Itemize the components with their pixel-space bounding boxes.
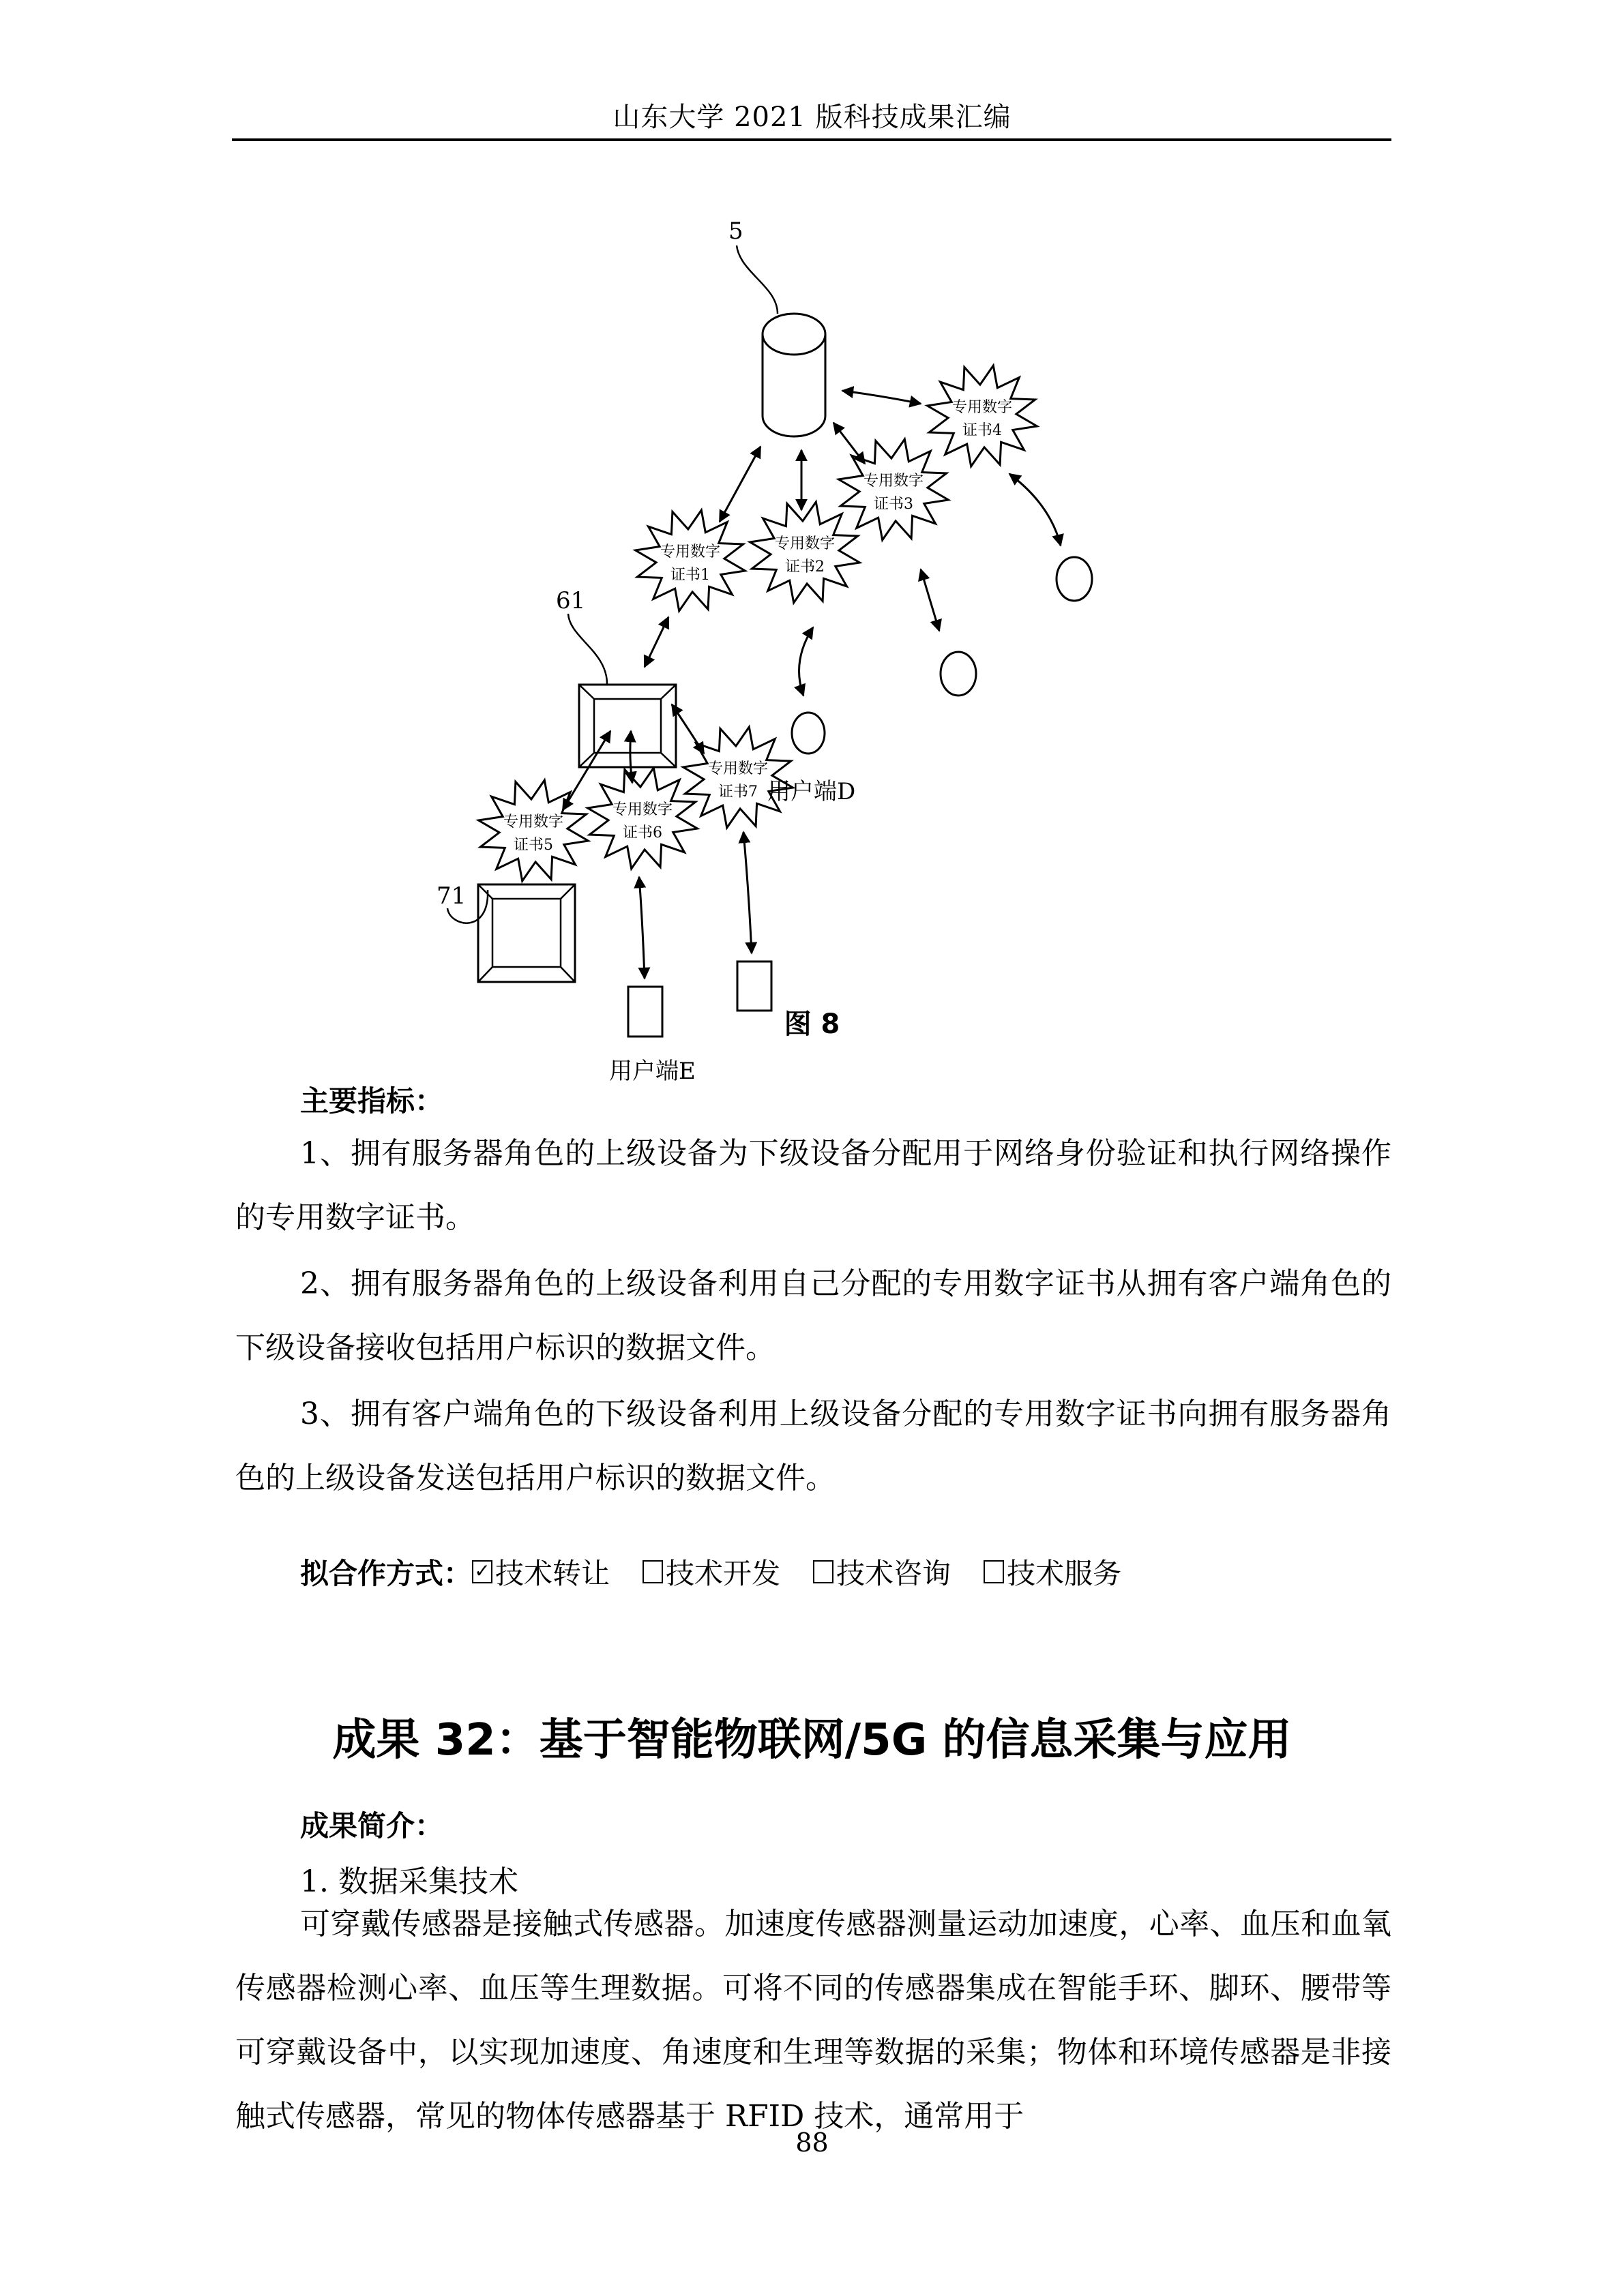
arrow-server-cert4 bbox=[842, 391, 921, 404]
cooperation-option-service[interactable] bbox=[984, 1551, 1121, 1592]
result-intro-label: 成果简介： bbox=[300, 1809, 444, 1843]
running-header-title: 山东大学 2021 版科技成果汇编 bbox=[612, 102, 1012, 133]
starburst-shape bbox=[636, 510, 745, 611]
indicators-label: 主要指标： bbox=[300, 1084, 444, 1118]
indicator-item-3: 3、拥有客户端角色的下级设备利用上级设备分配的专用数字证书向拥有服务器角色的上级设备发送包括用户标识的数据文件。 bbox=[235, 1397, 1391, 1495]
arrow-server-cert1 bbox=[720, 447, 761, 522]
leader-line-5 bbox=[737, 245, 778, 314]
figure-caption: 图 8 bbox=[784, 1009, 840, 1040]
arrow-cert7-client bbox=[743, 832, 752, 953]
page-number: 88 bbox=[795, 2128, 829, 2158]
option-label: 技术咨询 bbox=[836, 1557, 951, 1590]
option-label: 技术转让 bbox=[495, 1557, 610, 1590]
subsection-heading: 1. 数据采集技术 bbox=[300, 1864, 518, 1899]
arrow-cert2-client-d bbox=[799, 627, 813, 696]
server-cylinder-icon bbox=[763, 314, 825, 436]
checkbox-checked-icon[interactable]: ✓ bbox=[472, 1560, 492, 1583]
certificate-label-line1: 专用数字 bbox=[707, 760, 769, 777]
result-paragraph: 可穿戴传感器是接触式传感器。加速度传感器测量运动加速度，心率、血压和血氧传感器检测心率、血压等生理数据。可将不同的传感器集成在智能手环、脚环、腰带等可穿戴设备中，以实现加速度、角速度和生理等数据的采集；物体和环境传感器是非接触式传感器，常见的物体传感器基于 RFID 技术，通常用于 bbox=[235, 1907, 1391, 2134]
certificate-label-line1: 专用数字 bbox=[863, 473, 924, 490]
label-device-61: 61 bbox=[556, 587, 586, 614]
checkbox-unchecked-icon[interactable] bbox=[813, 1560, 833, 1583]
certificate-label-line2: 证书3 bbox=[874, 496, 913, 513]
checkbox-unchecked-icon[interactable] bbox=[984, 1560, 1004, 1583]
certificate-starburst-1 bbox=[636, 510, 745, 611]
client-d-circle-icon bbox=[792, 713, 825, 754]
cooperation-label: 拟合作方式： bbox=[300, 1557, 473, 1590]
arrow-cert1-device61 bbox=[645, 617, 668, 667]
certificate-label-line2: 证书4 bbox=[962, 422, 1002, 439]
monitor-61-icon bbox=[579, 685, 676, 767]
certificate-starburst-6 bbox=[588, 768, 698, 869]
label-device-71: 71 bbox=[437, 882, 467, 910]
client-circle-icon bbox=[941, 652, 976, 696]
certificate-label-line2: 证书1 bbox=[670, 567, 710, 584]
starburst-shape bbox=[683, 727, 793, 828]
certificate-starburst-3 bbox=[839, 439, 949, 540]
certificate-label-line2: 证书5 bbox=[514, 837, 553, 854]
certificate-label-line1: 专用数字 bbox=[951, 399, 1013, 416]
certificate-label-line2: 证书2 bbox=[785, 558, 825, 576]
certificate-label-line2: 证书7 bbox=[718, 784, 758, 801]
result-title: 成果 32：基于智能物联网/5G 的信息采集与应用 bbox=[332, 1715, 1292, 1765]
cooperation-option-development[interactable] bbox=[643, 1551, 780, 1592]
arrow-cert3-client bbox=[921, 569, 939, 631]
certificate-starburst-4 bbox=[928, 366, 1037, 466]
arrow-cert6-client-e bbox=[639, 877, 645, 979]
label-client-e: 用户端E bbox=[609, 1058, 696, 1085]
certificate-starburst-2 bbox=[750, 502, 860, 603]
indicator-item-1: 1、拥有服务器角色的上级设备为下级设备分配用于网络身份验证和执行网络操作的专用数字证书。 bbox=[235, 1136, 1391, 1235]
label-client-d: 用户端D bbox=[767, 778, 856, 805]
starburst-shape bbox=[588, 768, 698, 869]
option-label: 技术服务 bbox=[1007, 1557, 1122, 1590]
arrow-server-cert3 bbox=[833, 423, 865, 464]
certificate-starburst-7 bbox=[683, 727, 793, 828]
label-server-5: 5 bbox=[728, 218, 743, 245]
certificate-label-line1: 专用数字 bbox=[503, 814, 564, 831]
cooperation-option-consulting[interactable] bbox=[813, 1551, 951, 1592]
indicator-item-2: 2、拥有服务器角色的上级设备利用自己分配的专用数字证书从拥有客户端角色的下级设备接收包括用户标识的数据文件。 bbox=[235, 1266, 1391, 1365]
monitor-71-icon bbox=[478, 884, 575, 982]
cooperation-option-transfer[interactable] bbox=[472, 1551, 610, 1592]
certificate-label-line1: 专用数字 bbox=[774, 535, 836, 552]
cooperation-row bbox=[300, 1551, 1154, 1592]
certificate-label-line2: 证书6 bbox=[623, 824, 662, 841]
checkbox-unchecked-icon[interactable] bbox=[643, 1560, 663, 1583]
starburst-shape bbox=[750, 502, 860, 603]
leader-line-61 bbox=[568, 614, 607, 684]
option-label: 技术开发 bbox=[666, 1557, 781, 1590]
arrow-cert4-client bbox=[1009, 474, 1061, 546]
client-circle-icon bbox=[1057, 557, 1092, 601]
starburst-shape bbox=[928, 366, 1037, 466]
starburst-shape bbox=[839, 439, 949, 540]
certificate-label-line1: 专用数字 bbox=[612, 801, 673, 818]
certificate-label-line1: 专用数字 bbox=[660, 543, 721, 561]
